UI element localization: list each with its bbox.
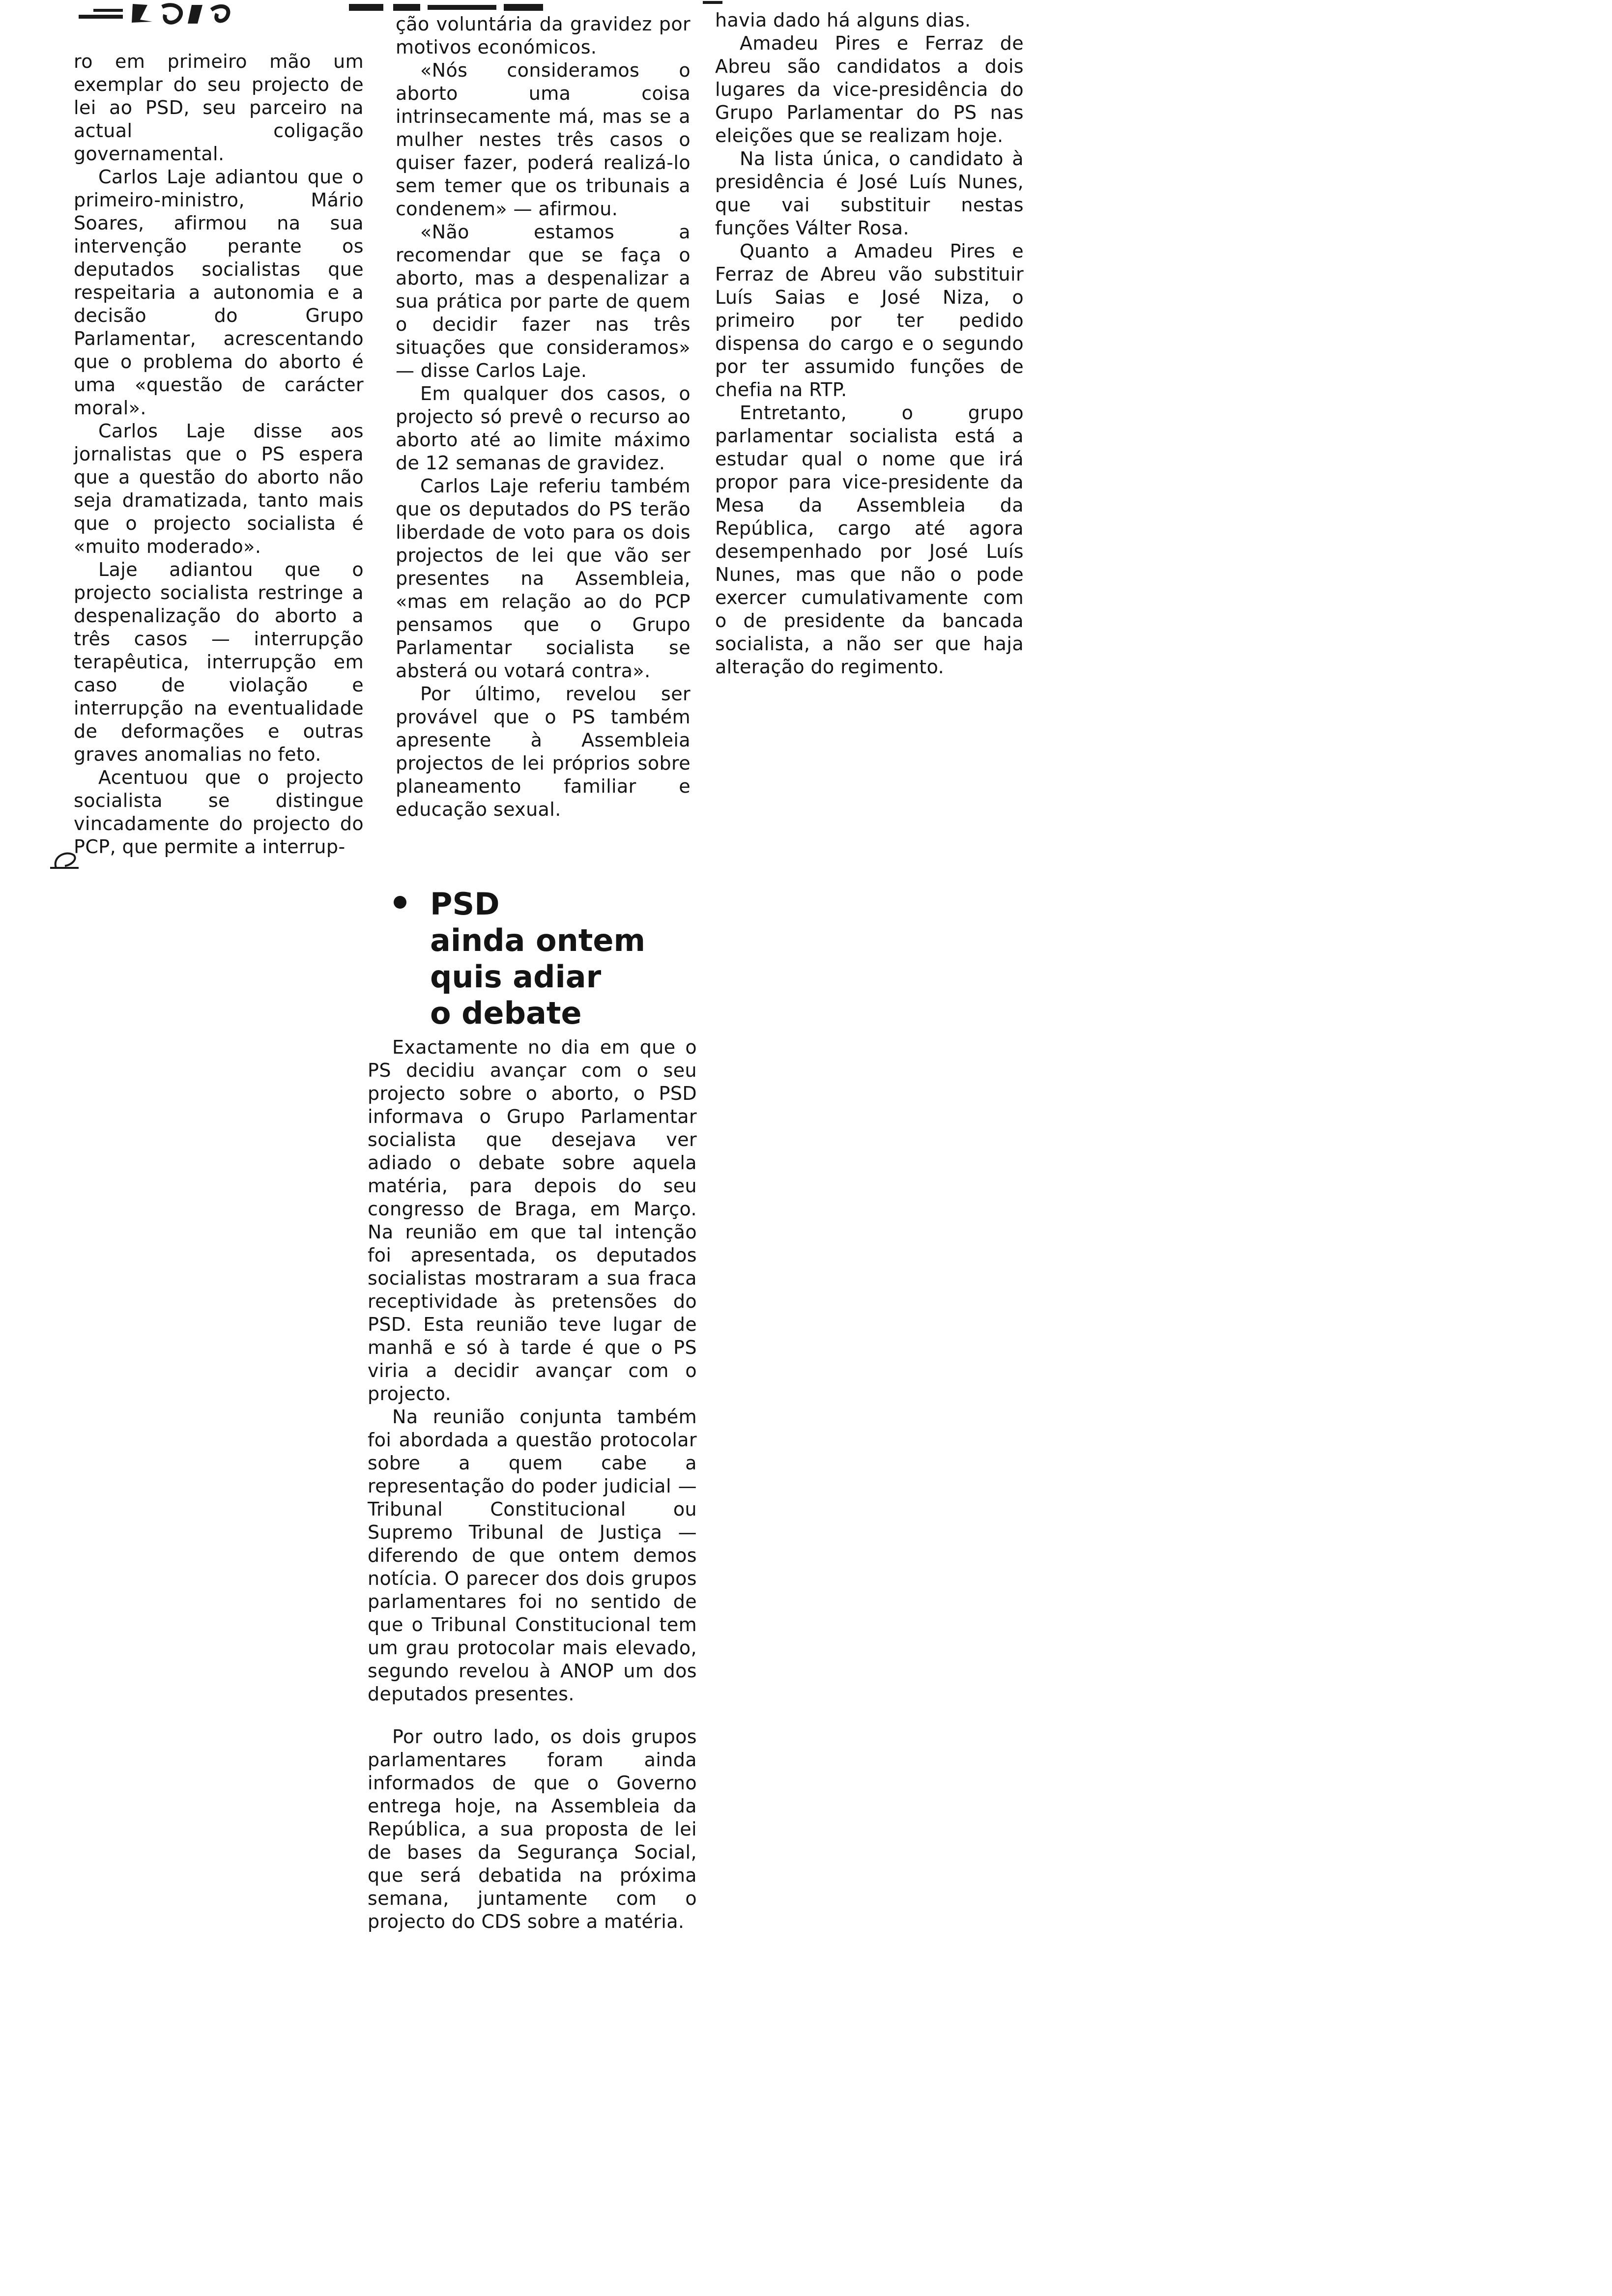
paragraph: Por outro lado, os dois grupos parlamentares foram ainda informados de que o Governo entrega hoje, na Assembleia da República, a sua proposta de lei de bases da Segurança Social, que será debatida na próxima semana, juntamente com o projecto do CDS sobre a matéria. <box>368 1726 697 1932</box>
paragraph: «Não estamos a recomendar que se faça o aborto, mas a despenalizar a sua prática por parte de quem o decidir fazer nas três situações que consideramos» — disse Carlos Laje. <box>396 221 691 381</box>
paragraph: Exactamente no dia em que o PS decidiu avançar com o seu projecto sobre o aborto, o PSD informava o Grupo Parlamentar socialista que desejava ver adiado o debate sobre aquela matéria, para depois do seu congresso de Braga, em Março. Na reunião em que tal intenção foi apresentada, os deputados socialistas mostraram a sua fraca receptividade às pretensões do PSD. Esta reunião teve lugar de manhã e só à tarde é que o PS viria a decidir avançar com o projecto. <box>368 1036 697 1405</box>
article-column-1 <box>74 50 364 859</box>
paragraph: Na reunião conjunta também foi abordada a questão protocolar sobre a quem cabe a representação do poder judicial — Tribunal Constitucional ou Supremo Tribunal de Justiça — diferendo de que ontem demos notícia. O parecer dos dois grupos parlamentares foi no sentido de que o Tribunal Constitucional tem um grau protocolar mais elevado, segundo revelou à ANOP um dos deputados presentes. <box>368 1406 697 1705</box>
bullet-icon <box>394 896 406 909</box>
paragraph: ção voluntária da gravidez por motivos económicos. <box>396 13 691 58</box>
paragraph: Em qualquer dos casos, o projecto só prevê o recurso ao aborto até ao limite máximo de 12 semanas de gravidez. <box>396 383 691 474</box>
paragraph: ro em primeiro mão um exemplar do seu projecto de lei ao PSD, seu parceiro na actual coligação governamental. <box>74 51 364 165</box>
subheadline-line: quis adiar <box>430 959 602 995</box>
paragraph: havia dado há alguns dias. <box>715 9 971 31</box>
article-column-3 <box>368 1036 697 1933</box>
paragraph: Carlos Laje referiu também que os deputados do PS terão liberdade de voto para os dois projectos de lei que vão ser presentes na Assembleia, «mas em relação ao do PCP pensamos que o Grupo Parlamentar socialista se absterá ou votará contra». <box>396 475 691 682</box>
paragraph: Por último, revelou ser provável que o PS também apresente à Assembleia projectos de lei próprios sobre planeamento familiar e educação sexual. <box>396 683 691 820</box>
paragraph: Entretanto, o grupo parlamentar socialista está a estudar qual o nome que irá propor para vice-presidente da Mesa da Assembleia da República, cargo até agora desempenhado por José Luís Nunes, mas que não o pode exercer cumulativamente com o de presidente da bancada socialista, a não ser que haja alteração do regimento. <box>715 402 1024 678</box>
subheadline-line: PSD <box>430 886 500 922</box>
article-column-2 <box>396 13 691 821</box>
paragraph: Carlos Laje disse aos jornalistas que o PS espera que a questão do aborto não seja dramatizada, tanto mais que o projecto socialista é «muito moderado». <box>74 420 364 557</box>
subheadline <box>395 886 670 1032</box>
subheadline-line: ainda ontem <box>430 922 646 958</box>
article-column-4 <box>715 9 1024 679</box>
paragraph: Amadeu Pires e Ferraz de Abreu são candidatos a dois lugares da vice-presidência do Grupo Parlamentar do PS nas eleições que se realizam hoje. <box>715 32 1024 146</box>
subheadline-line: o debate <box>430 995 582 1031</box>
margin-scribble <box>47 846 82 871</box>
paragraph: Laje adiantou que o projecto socialista restringe a despenalização do aborto a três casos — interrupção terapêutica, interrupção em caso de violação e interrupção na eventualidade de deformações e outras graves anomalias no feto. <box>74 559 364 765</box>
paragraph: Na lista única, o candidato à presidência é José Luís Nunes, que vai substituir nestas funções Válter Rosa. <box>715 148 1024 239</box>
paragraph: Quanto a Amadeu Pires e Ferraz de Abreu vão substituir Luís Saias e José Niza, o primeiro por ter pedido dispensa do cargo e o segundo por ter assumido funções de chefia na RTP. <box>715 240 1024 401</box>
paragraph: Acentuou que o projecto socialista se distingue vincadamente do projecto do PCP, que permite a interrup- <box>74 767 364 858</box>
paragraph: «Nós consideramos o aborto uma coisa intrinsecamente má, mas se a mulher nestes três casos o quiser fazer, poderá realizá-lo sem temer que os tribunais a condenem» — afirmou. <box>396 59 691 220</box>
paragraph: Carlos Laje adiantou que o primeiro-ministro, Mário Soares, afirmou na sua intervenção perante os deputados socialistas que respeitaria a autonomia e a decisão do Grupo Parlamentar, acrescentando que o problema do aborto é uma «questão de carácter moral». <box>74 166 364 419</box>
